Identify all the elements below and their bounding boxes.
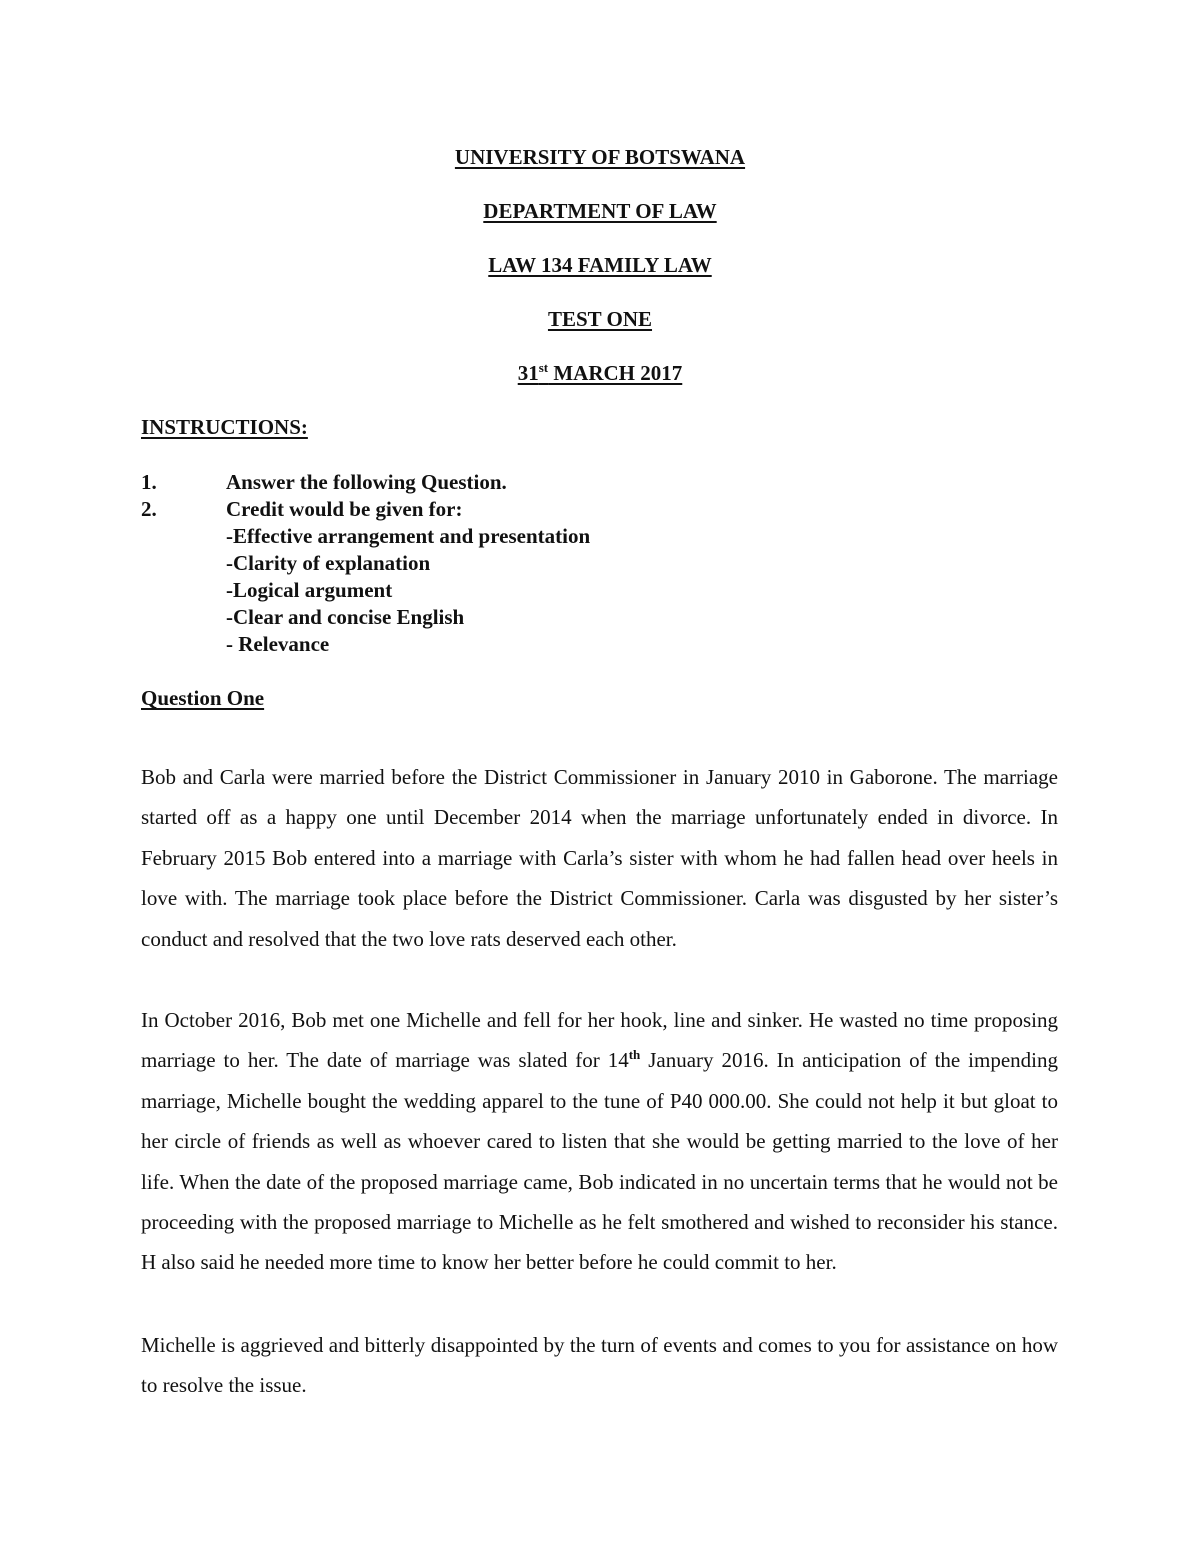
criterion-item: - Relevance bbox=[226, 632, 330, 656]
instructions-label: INSTRUCTIONS: bbox=[141, 415, 308, 439]
question-title: Question One bbox=[141, 686, 265, 710]
instruction-text-1: Answer the following Question. bbox=[226, 470, 507, 494]
criterion-item: -Effective arrangement and presentation bbox=[226, 524, 591, 548]
test-date-suffix: st bbox=[538, 360, 549, 375]
question-paragraph-2 bbox=[141, 1000, 1058, 1283]
department-title: DEPARTMENT OF LAW bbox=[483, 199, 717, 223]
university-title: UNIVERSITY OF BOTSWANA bbox=[454, 145, 746, 169]
criterion-item: -Logical argument bbox=[226, 578, 393, 602]
paragraph-2-part-a: In October 2016, Bob met one Michelle and fell for her hook, line and sinker. He wasted no time proposing marriage to her. The date of marriage was slated for 14 bbox=[141, 1008, 1058, 1073]
criterion-item: -Clear and concise English bbox=[226, 605, 465, 629]
test-date bbox=[0, 360, 1200, 386]
course-title: LAW 134 FAMILY LAW bbox=[488, 253, 712, 277]
instruction-number-1: 1. bbox=[141, 470, 157, 494]
paragraph-2-superscript: th bbox=[628, 1047, 641, 1063]
instruction-number-2: 2. bbox=[141, 497, 157, 521]
test-date-rest: MARCH 2017 bbox=[548, 361, 683, 385]
test-date-day: 31 bbox=[517, 361, 539, 385]
paragraph-2-part-b: January 2016. In anticipation of the impending marriage, Michelle bought the wedding apparel to the tune of P40 000.00. She could not help it but gloat to her circle of friends as well as whoever cared to listen that she would be getting married to the love of her life. When the date of the proposed marriage came, Bob indicated in no uncertain terms that he would not be proceeding with the proposed marriage to Michelle as he felt smothered and wished to reconsider his stance. H also said he needed more time to know her better before he could commit to her. bbox=[141, 1048, 1058, 1275]
question-paragraph-3: Michelle is aggrieved and bitterly disappointed by the turn of events and comes to you for assistance on how to resolve the issue. bbox=[141, 1333, 1058, 1398]
question-paragraph-1: Bob and Carla were married before the District Commissioner in January 2010 in Gaborone. The marriage started off as a happy one until December 2014 when the marriage unfortunately ended in divorce. In February 2015 Bob entered into a marriage with Carla’s sister with whom he had fallen head over heels in love with. The marriage took place before the District Commissioner. Carla was disgusted by her sister’s conduct and resolved that the two love rats deserved each other. bbox=[141, 765, 1058, 951]
instruction-text-2: Credit would be given for: bbox=[226, 497, 463, 521]
criterion-item: -Clarity of explanation bbox=[226, 551, 431, 575]
test-title: TEST ONE bbox=[547, 307, 653, 331]
